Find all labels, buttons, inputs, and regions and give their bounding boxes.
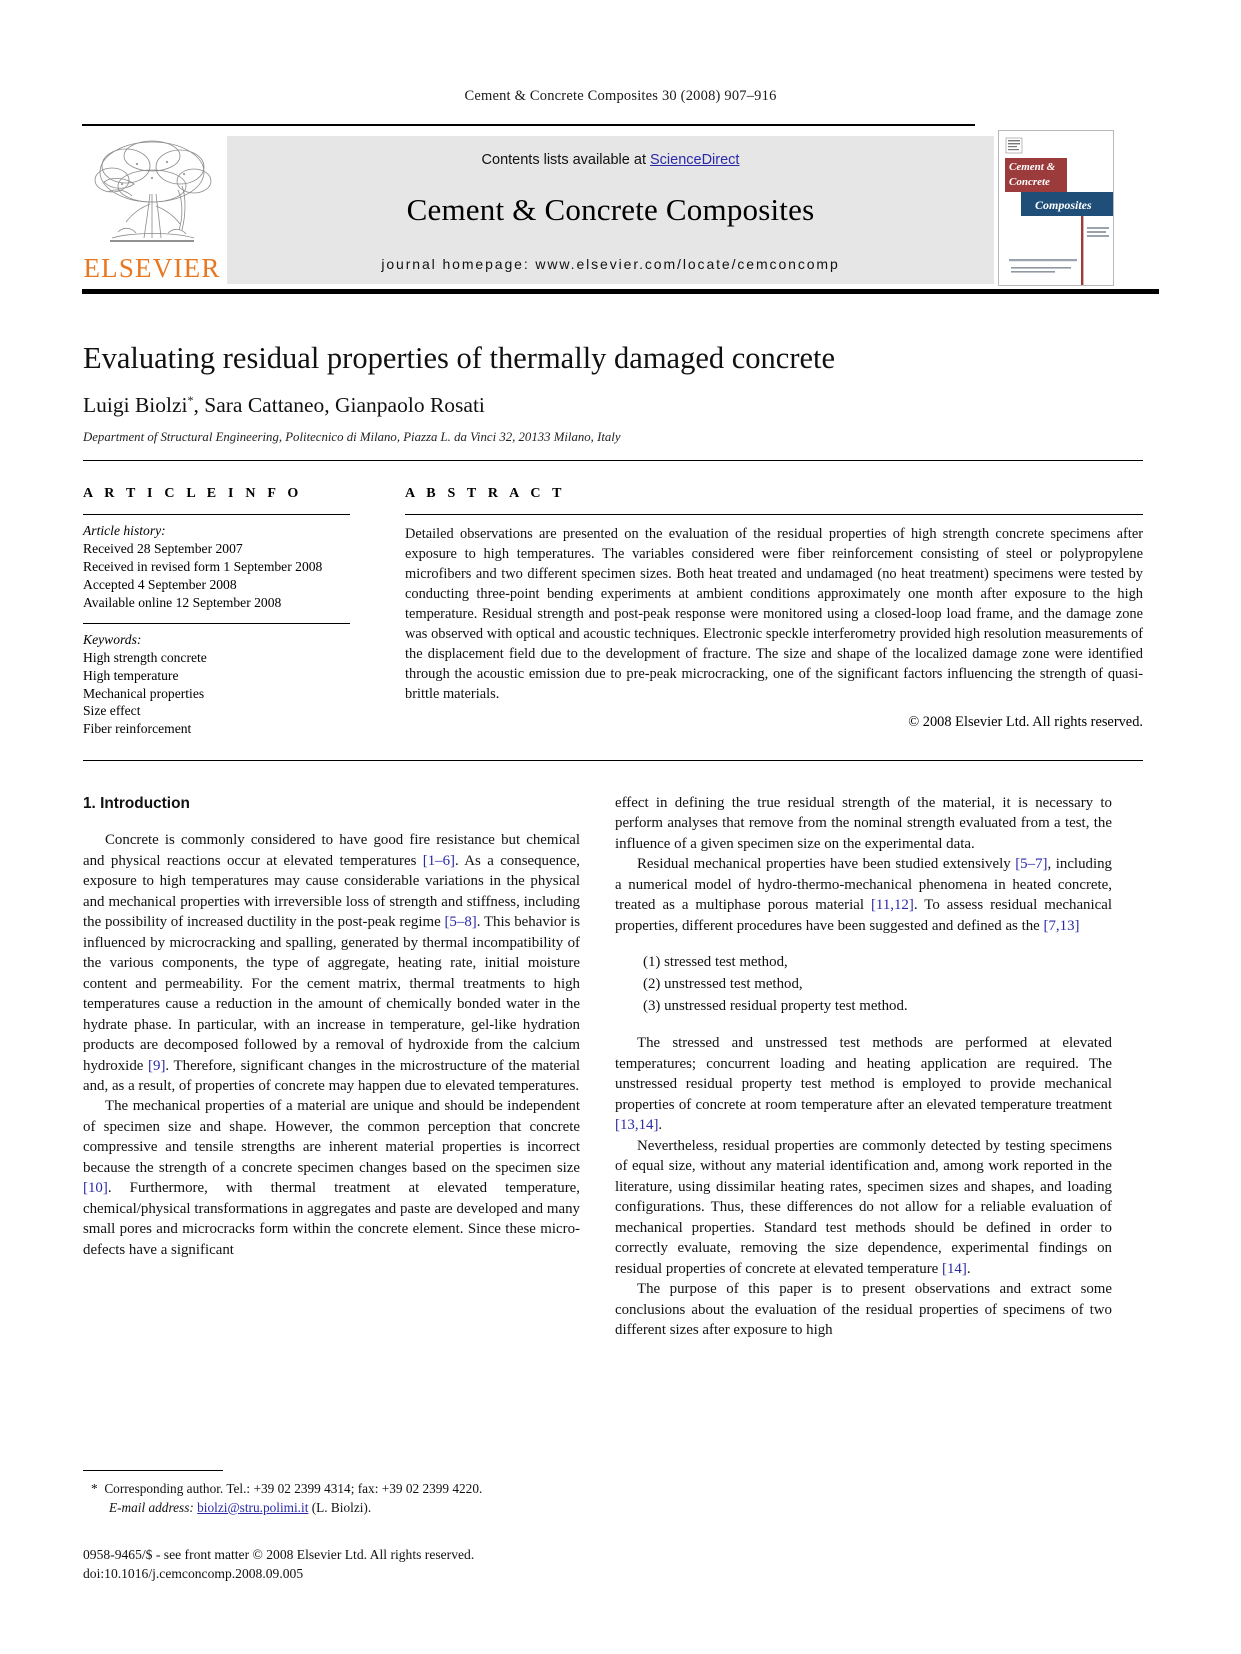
text-run: . Therefore, significant changes in the microstructure of the material and, as a result, of properties of concrete may happen due to elevated temperatures. — [83, 1057, 580, 1094]
article-info-column — [83, 486, 350, 738]
svg-text:Concrete: Concrete — [1009, 176, 1050, 188]
keyword-item: Size effect — [83, 703, 141, 719]
footnote-rule — [83, 1470, 223, 1471]
email-link[interactable]: biolzi@stru.polimi.it — [197, 1499, 309, 1515]
keyword-item: Fiber reinforcement — [83, 721, 192, 737]
history-item: Available online 12 September 2008 — [83, 594, 282, 610]
abstract-column — [405, 486, 1143, 731]
text-run: . — [966, 1260, 971, 1277]
email-owner: (L. Biolzi). — [311, 1499, 372, 1515]
body-column-right — [615, 793, 1112, 1340]
banner-center-panel — [227, 136, 994, 284]
svg-text:Composites: Composites — [1035, 198, 1092, 212]
text-run: The stressed and unstressed test methods are performed at elevated temperatures; concurrent loading and heating application are required. The unstressed residual property test method is employed to provide mechanical properties of concrete at room temperature after an elevated temperature treatment — [615, 1035, 1112, 1113]
elsevier-wordmark: ELSEVIER — [83, 253, 221, 283]
citation-ref[interactable]: [13,14] — [615, 1117, 659, 1134]
body-column-left — [83, 793, 580, 1260]
svg-text:Cement &: Cement & — [1009, 161, 1056, 173]
footnote-block — [83, 1470, 580, 1517]
text-run: , including a numerical model of hydro-thermo-mechanical phenomena in heated concrete, treated as a multiphase porous material — [615, 856, 1112, 914]
paragraph — [615, 854, 1112, 936]
journal-homepage-line[interactable]: journal homepage: www.elsevier.com/locate/cemconcomp — [381, 256, 840, 272]
banner-bottom-rule — [82, 289, 1159, 294]
article-info-heading: A R T I C L E I N F O — [83, 486, 303, 501]
abstract-text: Detailed observations are presented on the evaluation of the residual properties of high strength concrete specimens after exposure to high temperatures. The variables considered were fiber reinforcement consisting of steel or polypropylene microfibers and two different specimen sizes. Both heat treated and undamaged (no heat treatment) specimens were tested by conducting three-point bending experiments at ambient conditions approximately one month after exposure to the high temperature. Residual strength and post-peak response were monitored using a closed-loop load frame, and the damage zone was observed with optical and acoustic techniques. Electronic speckle interferometry provided high resolution measurements of the displacement field due to the development of fracture. The size and shape of the localized damage zone were identified through the acoustic emission due to pre-peak microcracking, one of the significant factors influencing the strength of quasi-brittle materials. — [405, 526, 1143, 703]
text-run: . To assess residual mechanical properties, different procedures have been suggested and defined as the — [615, 897, 1112, 934]
issn-copyright-line: 0958-9465/$ - see front matter © 2008 Elsevier Ltd. All rights reserved. — [83, 1547, 475, 1562]
page-title: Evaluating residual properties of thermally damaged concrete — [83, 341, 836, 375]
citation-ref[interactable]: [5–8] — [444, 914, 477, 931]
numbered-list — [615, 952, 1112, 1017]
doi-line: doi:10.1016/j.cemconcomp.2008.09.005 — [83, 1566, 304, 1582]
paragraph: effect in defining the true residual strength of the material, it is necessary to perform analyses that remove from the nominal strength evaluated from a test, the influence of a given specimen size on the experimental data. — [615, 795, 1112, 852]
keyword-item: Mechanical properties — [83, 685, 205, 701]
text-run: . As a consequence, exposure to high temperatures may cause considerable variations in the physical and mechanical properties with irreversible loss of strength and stiffness, including the possibility of increased ductility in the post-peak regime — [83, 852, 580, 931]
corresponding-author-marker: * — [187, 393, 194, 407]
journal-title: Cement & Concrete Composites — [406, 192, 815, 227]
paragraph — [615, 1136, 1112, 1279]
footnote-marker: * — [91, 1481, 98, 1496]
abstract-rights: © 2008 Elsevier Ltd. All rights reserved. — [908, 714, 1143, 731]
imprint-block — [83, 1545, 783, 1584]
author-list — [83, 393, 1143, 418]
history-item: Received in revised form 1 September 2008 — [83, 558, 323, 574]
journal-banner — [82, 124, 1159, 292]
text-run: Residual mechanical properties have been studied extensively — [637, 856, 1016, 873]
keyword-item: High temperature — [83, 667, 179, 683]
list-item: (3) unstressed residual property test method. — [643, 997, 908, 1014]
author-first: Luigi Biolzi — [83, 393, 188, 418]
article-history-block — [83, 515, 350, 612]
history-item: Received 28 September 2007 — [83, 540, 243, 556]
text-run: . Furthermore, with thermal treatment at elevated temperature, chemical/physical transformations in aggregates and paste are developed and many small pores and microcracks form within the concrete element. Since these micro-defects have a significant — [83, 1180, 580, 1258]
article-history-label: Article history: — [83, 523, 166, 538]
history-item: Accepted 4 September 2008 — [83, 576, 237, 592]
affiliation: Department of Structural Engineering, Politecnico di Milano, Piazza L. da Vinci 32, 20133 Milano, Italy — [83, 430, 621, 444]
spacer — [83, 612, 350, 623]
section-heading-introduction: 1. Introduction — [83, 795, 190, 812]
text-run: . This behavior is influenced by microcracking and spalling, generated by thermal incompatibility of the various components, the type of aggregate, heating rate, initial moisture content and permeability. For the cement matrix, thermal treatments to high temperatures cause a reduction in the amount of chemically bonded water in the hydrate phase. In particular, with an increase in temperature, gel-like hydration products are decomposed followed by a removal of hydroxide from the calcium hydroxide — [83, 914, 581, 1074]
elsevier-logo — [82, 134, 222, 286]
citation-ref[interactable]: [7,13] — [1043, 917, 1080, 934]
text-run: . — [658, 1117, 663, 1134]
citation-ref[interactable]: [9] — [148, 1057, 166, 1074]
keywords-label: Keywords: — [83, 631, 142, 647]
abstract-heading: A B S T R A C T — [405, 486, 566, 501]
author-rest: , Sara Cattaneo, Gianpaolo Rosati — [193, 393, 485, 418]
banner-top-rule — [82, 124, 975, 126]
citation-ref[interactable]: [11,12] — [870, 897, 914, 914]
list-item: (2) unstressed test method, — [643, 976, 803, 992]
email-label: E-mail address: — [109, 1499, 194, 1515]
citation-ref[interactable]: [14] — [942, 1260, 967, 1277]
running-head: Cement & Concrete Composites 30 (2008) 907–916 — [464, 88, 777, 104]
paragraph — [83, 830, 580, 1096]
text-run: Nevertheless, residual properties are commonly detected by testing specimens of equal size, without any material identification and, among work reported in the literature, using dissimilar heating rates, specimen sizes and shapes, and loading configurations. Thus, these differences do not allow for a reliable evaluation of mechanical properties. Standard test methods should be defined in order to correctly evaluate, removing the size dependence, experimental findings on residual properties of concrete at elevated temperature — [615, 1137, 1112, 1277]
citation-ref[interactable]: [10] — [83, 1180, 108, 1197]
citation-ref[interactable]: [1–6] — [422, 852, 456, 869]
list-item: (1) stressed test method, — [643, 954, 788, 971]
contents-prefix: Contents lists available at — [481, 152, 650, 168]
paragraph: The purpose of this paper is to present observations and extract some conclusions about the evaluation of the residual properties of specimens of two different sizes after exposure to high — [615, 1281, 1112, 1338]
text-run: The mechanical properties of a material are unique and should be independent of specimen size and shape. However, the common perception that concrete compressive and tensile strengths are inherent material properties is incorrect because the strength of a concrete specimen changes based on the specimen size — [83, 1098, 580, 1176]
text-run: Concrete is commonly considered to have good fire resistance but chemical and physical reactions occur at elevated temperatures — [83, 832, 580, 869]
citation-ref[interactable]: [5–7] — [1015, 856, 1048, 873]
divider-under-affiliation — [83, 460, 1143, 461]
cover-artwork — [999, 131, 1113, 285]
journal-cover-thumbnail — [998, 130, 1114, 286]
sciencedirect-link[interactable]: ScienceDirect — [650, 152, 740, 168]
email-note — [83, 1499, 580, 1518]
footnote-text: Corresponding author. Tel.: +39 02 2399 4314; fax: +39 02 2399 4220. — [104, 1481, 483, 1496]
contents-available-line — [227, 152, 994, 168]
divider-under-abstract — [83, 760, 1143, 761]
corresponding-author-note — [83, 1480, 580, 1499]
paragraph — [615, 1033, 1112, 1135]
keywords-block — [83, 624, 350, 739]
keyword-item: High strength concrete — [83, 649, 207, 665]
paragraph — [83, 1096, 580, 1260]
elsevier-tree-icon — [82, 134, 222, 260]
